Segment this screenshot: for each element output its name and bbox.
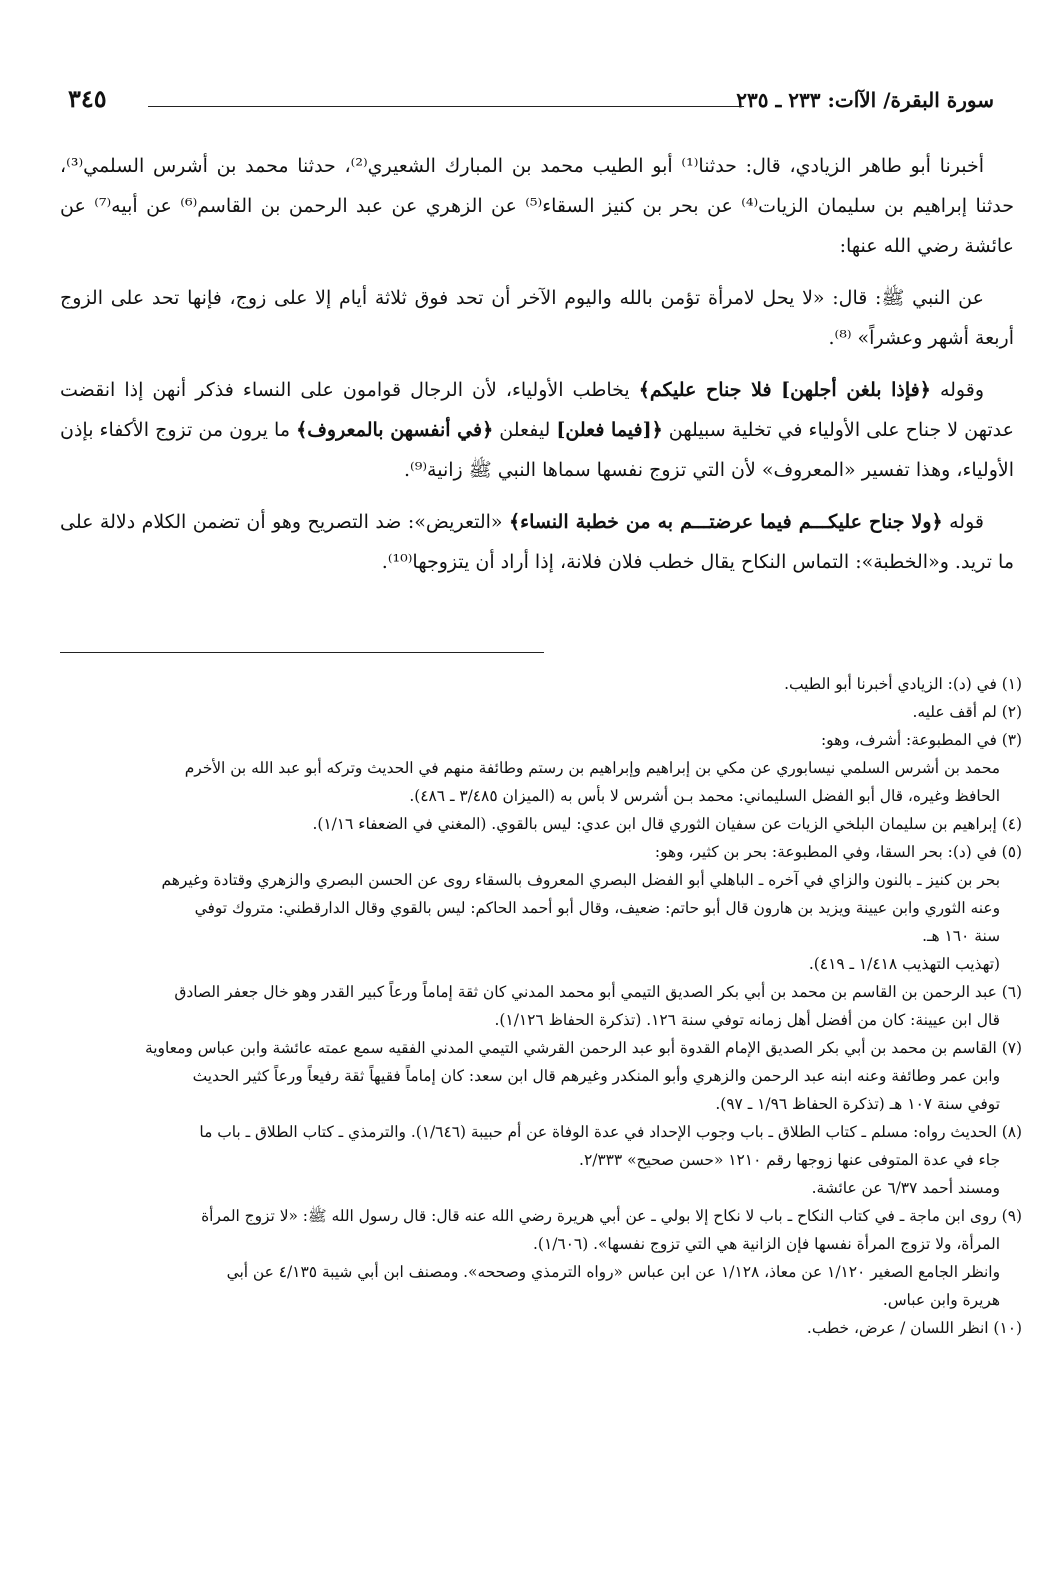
footnote-separator xyxy=(60,652,544,653)
paragraph-commentary-1 xyxy=(60,370,1014,490)
paragraph-isnad: أخبرنا أبو طاهر الزيادي، قال: حدثنا⁽¹⁾ أبو الطيب محمد بن المبارك الشعيري⁽²⁾، حدثنا محمد بن أشرس السلمي⁽³⁾، حدثنا إبراهيم بن سليمان الزيات⁽⁴⁾ عن بحر بن كنيز السقاء⁽⁵⁾ عن الزهري عن عبد الرحمن بن القاسم⁽⁶⁾ عن أبيه⁽⁷⁾ عن عائشة رضي الله عنها: xyxy=(60,155,1014,257)
footnote-line: (٨) الحديث رواه: مسلم ـ كتاب الطلاق ـ باب وجوب الإحداد في عدة الوفاة عن أم حبيبة (١/٦٤٦). والترمذي ـ كتاب الطلاق ـ باب ما xyxy=(199,1123,1022,1141)
quran-quote: ﴿[فيما فعلن] xyxy=(556,419,663,441)
text-run: «التعريض»: ضد التصريح وهو أن تضمن الكلام دلالة على ما تريد. و«الخطبة»: التماس النكاح يقال خطب فلان فلانة، إذا أراد أن يتزوجها⁽¹⁰⁾. xyxy=(60,511,1014,573)
running-header xyxy=(68,84,994,124)
footnote-line: (٤) إبراهيم بن سليمان البلخي الزيات عن سفيان الثوري قال ابن عدي: ليس بالقوي. (المغني في الضعفاء ١/١٦). xyxy=(312,815,1022,833)
footnote-line: (١٠) انظر اللسان / عرض، خطب. xyxy=(806,1319,1022,1337)
main-text xyxy=(60,146,1014,594)
footnote-line: سنة ١٦٠ هـ. xyxy=(922,927,1000,945)
footnote-line: (١) في (د): الزيادي أخبرنا أبو الطيب. xyxy=(784,675,1022,693)
paragraph-hadith: عن النبي ﷺ: قال: «لا يحل لامرأة تؤمن بالله واليوم الآخر أن تحد فوق ثلاثة أيام إلا على زوج، فإنها تحد على الزوج أربعة أشهر وعشراً» ⁽⁸⁾. xyxy=(60,287,1014,349)
footnote-line: بحر بن كنيز ـ بالنون والزاي في آخره ـ الباهلي أبو الفضل البصري المعروف بالسقاء روى عن الحسن البصري والزهري وقتادة وغيرهم xyxy=(161,871,1000,889)
quran-quote: ﴿فإذا بلغن أجلهن] فلا جناح عليكم﴾ xyxy=(638,379,931,401)
quran-quote: ﴿ولا جناح عليكـــم فيما عرضتـــم به من خطبة النساء﴾ xyxy=(509,511,943,533)
page-number: ٣٤٥ xyxy=(68,84,107,113)
footnote-line: (تهذيب التهذيب ١/٤١٨ ـ ٤١٩). xyxy=(808,955,1000,973)
paragraph-commentary-2 xyxy=(60,502,1014,582)
footnote-line: (٧) القاسم بن محمد بن أبي بكر الصديق الإمام القدوة أبو عبد الرحمن القرشي التيمي المدني الفقيه سمع عمته عائشة وابن عباس ومعاوية xyxy=(145,1039,1022,1057)
header-rule xyxy=(148,106,744,107)
footnote-line: وعنه الثوري وابن عيينة ويزيد بن هارون قال أبو حاتم: ضعيف، وقال أبو أحمد الحاكم: ليس بالقوي وقال الدارقطني: متروك توفي xyxy=(194,899,1000,917)
footnotes xyxy=(48,670,1022,1342)
footnote-line: هريرة وابن عباس. xyxy=(882,1291,1000,1309)
footnote-line: وابن عمر وطائفة وعنه ابنه عبد الرحمن والزهري وأبو المنكدر وغيرهم قال ابن سعد: كان إماماً فقيهاً ثقة رفيعاً ورعاً كثير الحديث xyxy=(192,1067,1000,1085)
footnote-line: محمد بن أشرس السلمي نيسابوري عن مكي بن إبراهيم وإبراهيم بن رستم وطائفة منهم في الحديث وتركه أبو عبد الله بن الأخرم xyxy=(184,759,1000,777)
footnote-line: وانظر الجامع الصغير ١/١٢٠ عن معاذ، ١/١٢٨ عن ابن عباس «رواه الترمذي وصححه». ومصنف ابن أبي شيبة ٤/١٣٥ عن أبي xyxy=(226,1263,1000,1281)
chapter-title: سورة البقرة/ الآات: ٢٣٣ ـ ٢٣٥ xyxy=(736,88,994,112)
text-run: يخاطب الأولياء، لأن الرجال قوامون على النساء فذكر أنهن إذا انقضت عدتهن لا جناح على الأولياء في تخلية سبيلهن xyxy=(60,379,1014,441)
footnote-line: قال ابن عيينة: كان من أفضل أهل زمانه توفي سنة ١٢٦. (تذكرة الحفاظ ١/١٢٦). xyxy=(494,1011,1000,1029)
footnote-line: (٩) روى ابن ماجة ـ في كتاب النكاح ـ باب لا نكاح إلا بولي ـ عن أبي هريرة رضي الله عنه قال: قال رسول الله ﷺ: «لا تزوج المرأة xyxy=(201,1207,1022,1225)
footnote-line: المرأة، ولا تزوج المرأة نفسها فإن الزانية هي التي تزوج نفسها». (١/٦٠٦). xyxy=(533,1235,1000,1253)
footnote-line: توفي سنة ١٠٧ هـ (تذكرة الحفاظ ١/٩٦ ـ ٩٧). xyxy=(715,1095,1000,1113)
footnote-line: جاء في عدة المتوفى عنها زوجها رقم ١٢١٠ «حسن صحيح» ٢/٣٣٣. xyxy=(579,1151,1000,1169)
footnote-line: الحافظ وغيره، قال أبو الفضل السليماني: محمد بـن أشرس لا بأس به (الميزان ٣/٤٨٥ ـ ٤٨٦). xyxy=(409,787,1000,805)
text-run: وقوله xyxy=(930,379,985,401)
footnote-line: (٥) في (د): بحر السقا، وفي المطبوعة: بحر بن كثير، وهو: xyxy=(654,843,1022,861)
footnote-line: (٢) لم أقف عليه. xyxy=(912,703,1022,721)
footnote-line: ومسند أحمد ٦/٣٧ عن عائشة. xyxy=(811,1179,1000,1197)
quran-quote: ﴿في أنفسهن بالمعروف﴾ xyxy=(296,419,494,441)
text-run: ليفعلن xyxy=(493,419,557,441)
text-run: قوله xyxy=(942,511,984,533)
footnote-line: (٣) في المطبوعة: أشرف، وهو: xyxy=(820,731,1022,749)
text-run: ما يرون من تزوج الأكفاء بإذن الأولياء، وهذا تفسير «المعروف» لأن التي تزوج نفسها سماها النبي ﷺ زانية⁽⁹⁾. xyxy=(60,419,1014,481)
footnote-line: (٦) عبد الرحمن بن القاسم بن محمد بن أبي بكر الصديق التيمي أبو محمد المدني كان ثقة إماماً ورعاً كبير القدر وهو خال جعفر الصادق xyxy=(174,983,1022,1001)
